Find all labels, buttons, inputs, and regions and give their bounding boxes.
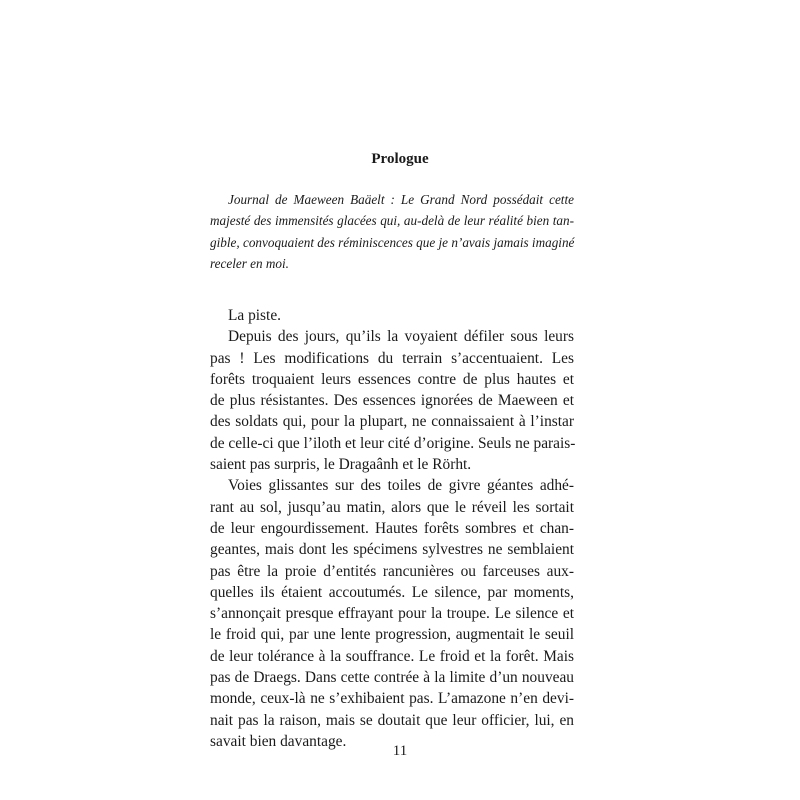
paragraph-line: nait pas la raison, mais se doutait que leur officier, lui, en	[210, 711, 574, 729]
paragraph-line: savait bien davantage.	[210, 732, 347, 750]
paragraph-line: rant au sol, jusqu’au matin, alors que le réveil les sortait	[210, 498, 574, 516]
paragraph-line: forêts troquaient leurs essences contre de plus hautes et	[210, 370, 574, 388]
paragraph-line: La piste.	[228, 307, 281, 324]
paragraph-line: le froid qui, par une lente progression, augmentait le seuil	[210, 626, 574, 644]
epigraph-line: gible, convoquaient des réminiscences que je n’avais jamais imaginé	[210, 234, 575, 250]
paragraph-line: s’annonçait presque effrayant pour la troupe. Le silence et	[210, 605, 574, 623]
chapter-title: Prologue	[371, 151, 429, 167]
paragraph-line: Voies glissantes sur des toiles de givre géantes adhé-	[228, 477, 574, 495]
epigraph	[210, 189, 574, 274]
epigraph-line: receler en moi.	[210, 255, 289, 271]
body-text	[210, 305, 574, 752]
epigraph-line: Journal de Maeween Baäelt : Le Grand Nord possédait cette	[228, 192, 574, 207]
paragraph-line: de leur tolérance à la souffrance. Le froid et la forêt. Mais	[210, 647, 574, 665]
paragraph-line: de leur engourdissement. Hautes forêts sombres et chan-	[210, 519, 574, 537]
paragraph-line: monde, ceux-là ne s’exhibaient pas. L’amazone n’en devi-	[210, 690, 574, 708]
paragraph-line: geantes, mais dont les spécimens sylvestres ne semblaient	[210, 541, 574, 559]
paragraph-line: des soldats qui, pour la plupart, ne connaissaient à l’instar	[210, 413, 574, 431]
page-number: 11	[392, 743, 408, 759]
paragraph-line: pas de Draegs. Dans cette contrée à la limite d’un nouveau	[210, 669, 574, 687]
paragraph-line: de plus résistantes. Des essences ignorées de Maeween et	[210, 392, 574, 410]
paragraph-line: Depuis des jours, qu’ils la voyaient défiler sous leurs	[228, 328, 574, 346]
paragraph-line: de celle-ci que l’iloth et leur cité d’origine. Seuls ne parais-	[210, 434, 576, 452]
paragraph-line: pas ! Les modifications du terrain s’accentuaient. Les	[210, 349, 574, 367]
paragraph-line: saient pas surpris, le Dragaânh et le Rörht.	[210, 456, 472, 474]
paragraph-line: pas être la proie d’entités rancunières ou farceuses aux-	[210, 562, 574, 580]
epigraph-line: majesté des immensités glacées qui, au-delà de leur réalité bien tan-	[210, 213, 574, 229]
paragraph-line: quelles ils étaient accoutumés. Le silence, par moments,	[210, 583, 574, 601]
